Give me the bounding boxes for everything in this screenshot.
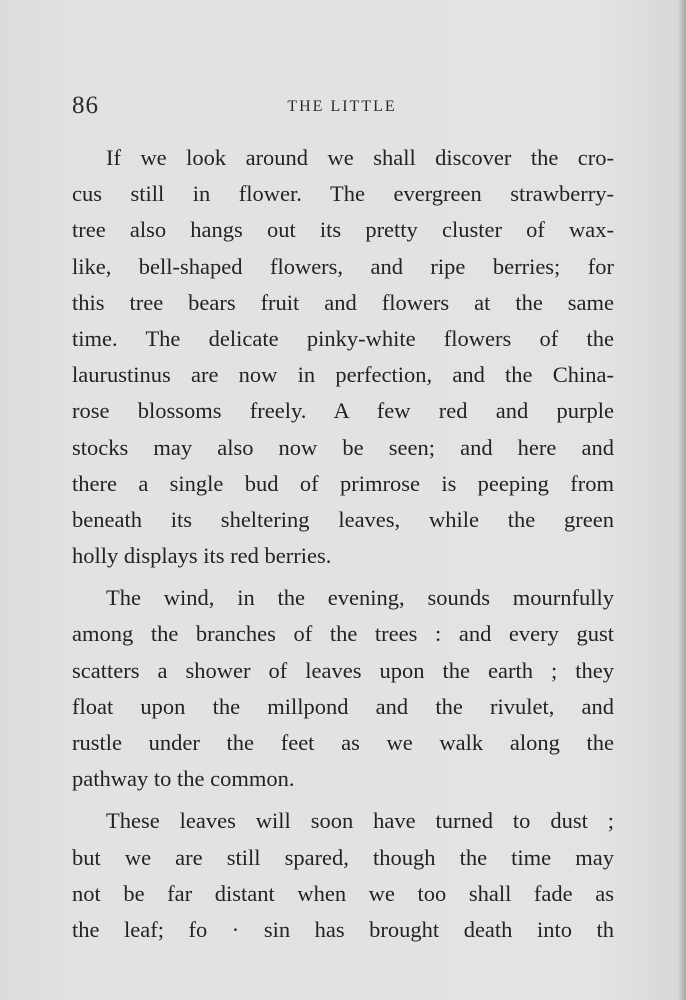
text-line: not be far distant when we too shall fade as — [72, 880, 614, 906]
text-line: rose blossoms freely. A few red and purple — [72, 398, 614, 424]
text-line: cus still in flower. The evergreen strawberry- — [72, 181, 614, 207]
text-line: If we look around we shall discover the cro- — [106, 145, 614, 170]
text-line: rustle under the feet as we walk along the — [72, 730, 614, 755]
text-line: like, bell-shaped flowers, and ripe berries; for — [72, 253, 614, 279]
text-line: beneath its sheltering leaves, while the green — [72, 506, 614, 532]
text-line: float upon the millpond and the rivulet, and — [72, 693, 614, 719]
text-line: this tree bears fruit and flowers at the same — [72, 289, 614, 315]
text-line: holly displays its red berries. — [72, 543, 332, 569]
body-text — [72, 140, 614, 948]
text-line: The wind, in the evening, sounds mournfully — [106, 585, 614, 611]
paragraph-1 — [72, 140, 614, 574]
page-header — [72, 92, 612, 122]
paragraph-3 — [72, 803, 614, 948]
running-head: THE LITTLE — [287, 98, 397, 115]
text-line: the leaf; fo · sin has brought death into th — [72, 916, 614, 942]
text-line: but we are still spared, though the time may — [72, 844, 614, 870]
text-line: there a single bud of primrose is peeping from — [72, 470, 614, 496]
paragraph-2 — [72, 580, 614, 797]
page-edge-shadow — [678, 0, 686, 1000]
page-number: 86 — [72, 92, 99, 119]
text-line: These leaves will soon have turned to dust ; — [106, 808, 614, 834]
text-line: time. The delicate pinky-white flowers of the — [72, 325, 614, 351]
text-line: stocks may also now be seen; and here and — [72, 434, 614, 460]
text-line: pathway to the common. — [72, 766, 295, 792]
text-line: among the branches of the trees : and every gust — [72, 621, 614, 647]
text-line: laurustinus are now in perfection, and the China- — [72, 362, 614, 388]
text-line: scatters a shower of leaves upon the earth ; they — [72, 657, 614, 683]
text-line: tree also hangs out its pretty cluster of wax- — [72, 217, 614, 243]
